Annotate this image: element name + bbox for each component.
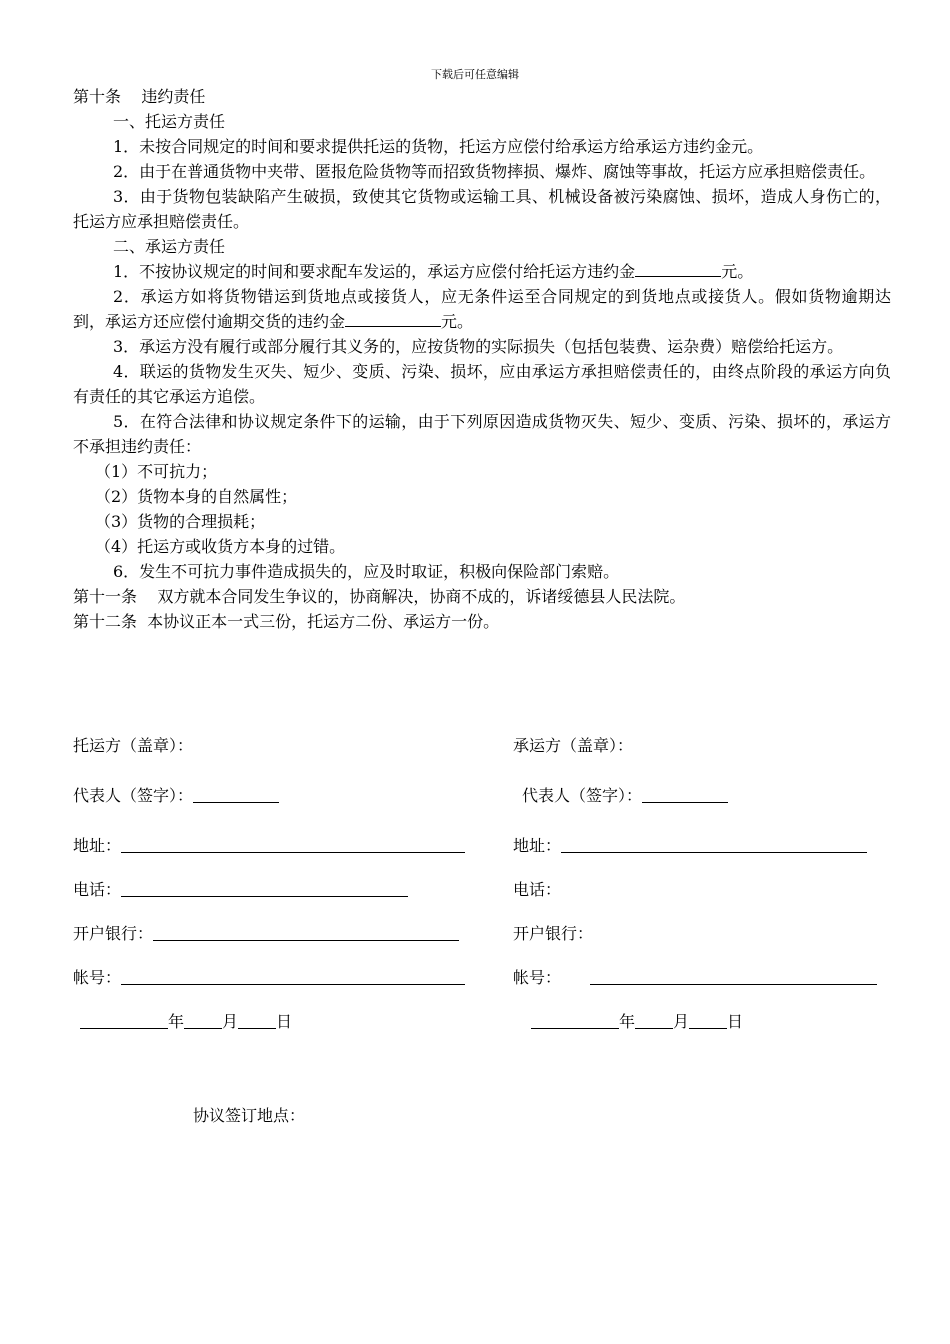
shipper-rep-label: 代表人（签字）：: [73, 786, 194, 805]
carrier-item-2: [73, 284, 891, 334]
shipper-month-blank[interactable]: [184, 1011, 222, 1029]
carrier-item-1: [73, 259, 891, 284]
exemption-4: （4）托运方或收货方本身的过错。: [95, 537, 346, 556]
carrier-item-2-unit: 元。: [441, 312, 474, 331]
article-12: 第十二条 本协议正本一式三份，托运方二份、承运方一份。: [73, 612, 500, 631]
carrier-heading: 二、承运方责任: [113, 237, 226, 256]
shipper-account-label: 帐号：: [73, 968, 122, 987]
penalty-blank-1[interactable]: [635, 259, 721, 277]
exemption-3: （3）货物的合理损耗；: [95, 512, 266, 531]
shipper-item-1: 1．未按合同规定的时间和要求提供托运的货物，托运方应偿付给承运方给承运方违约金元。: [113, 137, 764, 156]
shipper-rep-blank[interactable]: [193, 785, 279, 803]
carrier-address-blank[interactable]: [561, 835, 867, 853]
carrier-item-1-unit: 元。: [721, 262, 754, 281]
shipper-heading: 一、托运方责任: [113, 112, 226, 131]
carrier-address-row: [513, 833, 867, 856]
exemption-2: （2）货物本身的自然属性；: [95, 487, 298, 506]
carrier-item-2-text: 2．承运方如将货物错运到货地点或接货人，应无条件运至合同规定的到货地点或接货人。假如货物逾期达到，承运方还应偿付逾期交货的违约金: [73, 287, 891, 331]
article-10-title: 第十条 违约责任: [73, 87, 206, 106]
shipper-month-label: 月: [222, 1012, 239, 1031]
shipper-phone-label: 电话：: [73, 880, 122, 899]
shipper-rep-row: [73, 783, 279, 806]
shipper-account-blank[interactable]: [121, 967, 465, 985]
shipper-date-row: [80, 1009, 292, 1032]
carrier-item-1-text: 1．不按协议规定的时间和要求配车发运的，承运方应偿付给托运方违约金: [113, 262, 636, 281]
penalty-blank-2[interactable]: [345, 309, 441, 327]
carrier-item-6: 6．发生不可抗力事件造成损失的，应及时取证，积极向保险部门索赔。: [113, 562, 620, 581]
shipper-address-row: [73, 833, 465, 856]
carrier-bank-label: 开户银行：: [513, 924, 594, 943]
shipper-phone-blank[interactable]: [121, 879, 408, 897]
carrier-day-blank[interactable]: [689, 1011, 727, 1029]
carrier-year-label: 年: [619, 1012, 636, 1031]
shipper-year-label: 年: [168, 1012, 185, 1031]
carrier-item-4: 4．联运的货物发生灭失、短少、变质、污染、损坏，应由承运方承担赔偿责任的，由终点阶段的承运方向负有责任的其它承运方追偿。: [73, 362, 891, 406]
carrier-account-row: [513, 965, 877, 988]
shipper-item-3: 3．由于货物包装缺陷产生破损，致使其它货物或运输工具、机械设备被污染腐蚀、损坏，造成人身伤亡的，托运方应承担赔偿责任。: [73, 187, 891, 231]
shipper-day-blank[interactable]: [238, 1011, 276, 1029]
header-note: 下载后可任意编辑: [431, 68, 519, 81]
carrier-item-3: 3．承运方没有履行或部分履行其义务的，应按货物的实际损失（包括包装费、运杂费）赔偿给托运方。: [113, 337, 844, 356]
article-11: 第十一条 双方就本合同发生争议的，协商解决，协商不成的，诉诸绥德县人民法院。: [73, 587, 686, 606]
exemption-1: （1）不可抗力；: [95, 462, 218, 481]
contract-body: [73, 84, 891, 634]
carrier-date-row: [531, 1009, 743, 1032]
carrier-address-label: 地址：: [513, 836, 562, 855]
shipper-year-blank[interactable]: [80, 1011, 168, 1029]
carrier-day-label: 日: [727, 1012, 744, 1031]
shipper-phone-row: [73, 877, 408, 900]
carrier-account-blank[interactable]: [590, 967, 877, 985]
shipper-item-2: 2．由于在普通货物中夹带、匿报危险货物等而招致货物摔损、爆炸、腐蚀等事故，托运方应承担赔偿责任。: [113, 162, 876, 181]
shipper-account-row: [73, 965, 465, 988]
carrier-year-blank[interactable]: [531, 1011, 619, 1029]
signing-place-label: 协议签订地点：: [193, 1106, 306, 1125]
shipper-day-label: 日: [276, 1012, 293, 1031]
shipper-bank-row: [73, 921, 459, 944]
shipper-bank-label: 开户银行：: [73, 924, 154, 943]
carrier-rep-label: 代表人（签字）：: [522, 786, 643, 805]
carrier-account-label: 帐号：: [513, 968, 562, 987]
carrier-rep-blank[interactable]: [642, 785, 728, 803]
carrier-rep-row: [522, 783, 728, 806]
shipper-bank-blank[interactable]: [153, 923, 459, 941]
carrier-month-label: 月: [673, 1012, 690, 1031]
carrier-item-5: 5．在符合法律和协议规定条件下的运输，由于下列原因造成货物灭失、短少、变质、污染、损坏的，承运方不承担违约责任：: [73, 412, 891, 456]
carrier-phone-label: 电话：: [513, 880, 562, 899]
shipper-seal-label: 托运方（盖章）：: [73, 736, 194, 755]
shipper-address-blank[interactable]: [121, 835, 465, 853]
carrier-month-blank[interactable]: [635, 1011, 673, 1029]
carrier-seal-label: 承运方（盖章）：: [513, 736, 634, 755]
shipper-address-label: 地址：: [73, 836, 122, 855]
